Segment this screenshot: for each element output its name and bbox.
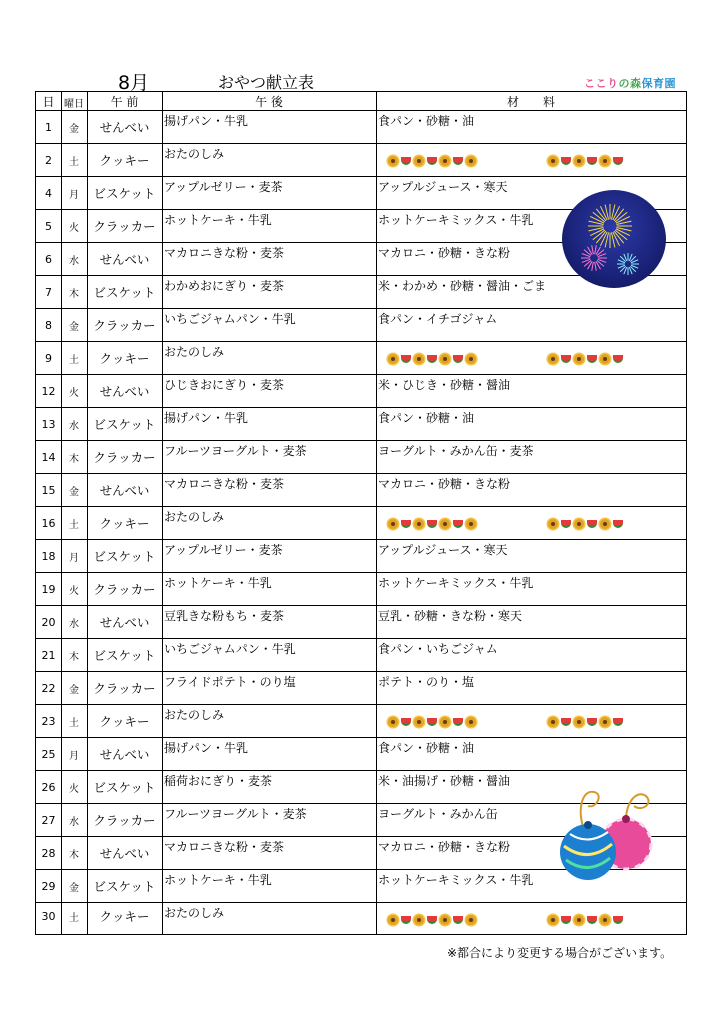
- table-row: [36, 606, 686, 639]
- day-cell: 25: [41, 747, 56, 761]
- watermelon-icon: [453, 355, 463, 363]
- table-row: [36, 474, 686, 507]
- watermelon-icon: [561, 916, 571, 924]
- sunflower-icon: [600, 519, 610, 529]
- pm-snack-cell: マカロニきな粉・麦茶: [164, 246, 285, 260]
- materials-cell: マカロニ・砂糖・きな粉: [378, 840, 511, 854]
- am-snack-cell: クッキー: [99, 516, 150, 531]
- summer-decoration: [548, 353, 623, 365]
- weekday-cell: 水: [69, 618, 79, 630]
- day-cell: 27: [41, 813, 56, 827]
- am-snack-cell: せんべい: [99, 615, 150, 630]
- day-cell: 30: [41, 909, 56, 923]
- weekday-cell: 水: [69, 420, 79, 432]
- col-am: 午 前: [110, 95, 139, 109]
- materials-cell: 食パン・砂糖・油: [378, 114, 475, 128]
- pm-snack-cell: アップルゼリー・麦茶: [164, 180, 283, 194]
- materials-cell: ホットケーキミックス・牛乳: [378, 873, 534, 887]
- weekday-cell: 土: [69, 519, 79, 531]
- sunflower-icon: [388, 354, 398, 364]
- sunflower-icon: [548, 156, 558, 166]
- day-cell: 7: [45, 285, 52, 299]
- materials-cell: 食パン・イチゴジャム: [378, 312, 498, 326]
- watermelon-icon: [587, 520, 597, 528]
- weekday-cell: 土: [69, 912, 79, 924]
- watermelon-icon: [427, 355, 437, 363]
- day-cell: 19: [41, 582, 56, 596]
- summer-decoration: [388, 353, 476, 365]
- materials-cell: 食パン・いちごジャム: [378, 642, 498, 656]
- col-weekday: 曜日: [64, 99, 84, 110]
- weekday-cell: 火: [69, 387, 79, 399]
- sunflower-icon: [388, 519, 398, 529]
- materials-cell: ホットケーキミックス・牛乳: [378, 576, 534, 590]
- pm-snack-cell: 稲荷おにぎり・麦茶: [164, 774, 273, 788]
- sunflower-icon: [466, 717, 476, 727]
- day-cell: 12: [41, 384, 56, 398]
- pm-snack-cell: おたのしみ: [164, 906, 225, 920]
- sunflower-icon: [600, 915, 610, 925]
- summer-decoration: [548, 155, 623, 167]
- sunflower-icon: [440, 915, 450, 925]
- weekday-cell: 月: [69, 750, 79, 762]
- sunflower-icon: [440, 717, 450, 727]
- materials-cell: ホットケーキミックス・牛乳: [378, 213, 534, 227]
- weekday-cell: 金: [69, 486, 79, 498]
- weekday-cell: 火: [69, 783, 79, 795]
- pm-snack-cell: ホットケーキ・牛乳: [164, 873, 272, 887]
- sunflower-icon: [440, 354, 450, 364]
- am-snack-cell: クラッカー: [93, 219, 156, 234]
- materials-cell: マカロニ・砂糖・きな粉: [378, 246, 511, 260]
- pm-snack-cell: フルーツヨーグルト・麦茶: [164, 444, 307, 458]
- am-snack-cell: クッキー: [99, 909, 150, 924]
- watermelon-icon: [427, 157, 437, 165]
- sunflower-icon: [548, 717, 558, 727]
- am-snack-cell: クッキー: [99, 714, 150, 729]
- pm-snack-cell: ホットケーキ・牛乳: [164, 213, 272, 227]
- nursery-logo: ここりの森保育園: [584, 77, 676, 90]
- sunflower-icon: [440, 519, 450, 529]
- table-row: [36, 408, 686, 441]
- weekday-cell: 金: [69, 882, 79, 894]
- day-cell: 22: [41, 681, 56, 695]
- am-snack-cell: せんべい: [99, 747, 150, 762]
- sunflower-icon: [466, 519, 476, 529]
- watermelon-icon: [453, 916, 463, 924]
- weekday-cell: 木: [69, 849, 79, 861]
- weekday-cell: 水: [69, 816, 79, 828]
- table-row: [36, 738, 686, 771]
- watermelon-icon: [453, 157, 463, 165]
- col-pm: 午 後: [255, 95, 283, 109]
- summer-decoration: [548, 914, 623, 926]
- day-cell: 28: [41, 846, 56, 860]
- watermelon-icon: [427, 916, 437, 924]
- pm-snack-cell: おたのしみ: [164, 345, 225, 359]
- sunflower-icon: [414, 717, 424, 727]
- am-snack-cell: ビスケット: [93, 780, 156, 795]
- sunflower-icon: [414, 915, 424, 925]
- am-snack-cell: クラッカー: [93, 450, 156, 465]
- sunflower-icon: [548, 519, 558, 529]
- am-snack-cell: ビスケット: [93, 879, 156, 894]
- watermelon-icon: [453, 718, 463, 726]
- sunflower-icon: [548, 354, 558, 364]
- day-cell: 2: [45, 153, 52, 167]
- month-label: 8月: [118, 72, 150, 94]
- materials-cell: マカロニ・砂糖・きな粉: [378, 477, 511, 491]
- watermelon-icon: [401, 157, 411, 165]
- day-cell: 15: [41, 483, 56, 497]
- weekday-cell: 木: [69, 453, 79, 465]
- summer-decoration: [388, 518, 476, 530]
- day-cell: 18: [41, 549, 56, 563]
- am-snack-cell: せんべい: [99, 846, 150, 861]
- footer-note: ※都合により変更する場合がございます。: [447, 946, 673, 960]
- weekday-cell: 木: [69, 288, 79, 300]
- watermelon-icon: [401, 355, 411, 363]
- materials-cell: 食パン・砂糖・油: [378, 741, 475, 755]
- fireworks-illustration: [562, 190, 666, 288]
- sunflower-icon: [600, 354, 610, 364]
- watermelon-icon: [561, 355, 571, 363]
- pm-snack-cell: ひじきおにぎり・麦茶: [164, 378, 285, 392]
- weekday-cell: 土: [69, 717, 79, 729]
- table-row: [36, 639, 686, 672]
- am-snack-cell: せんべい: [99, 483, 150, 498]
- summer-decoration: [388, 914, 476, 926]
- day-cell: 4: [45, 186, 52, 200]
- day-cell: 21: [41, 648, 56, 662]
- sunflower-icon: [600, 717, 610, 727]
- pm-snack-cell: いちごジャムパン・牛乳: [164, 642, 296, 656]
- am-snack-cell: クラッカー: [93, 813, 156, 828]
- weekday-cell: 月: [69, 189, 79, 201]
- sunflower-icon: [574, 156, 584, 166]
- weekday-cell: 月: [69, 552, 79, 564]
- sunflower-icon: [440, 156, 450, 166]
- sunflower-icon: [574, 915, 584, 925]
- day-cell: 1: [45, 120, 52, 134]
- weekday-cell: 土: [69, 156, 79, 168]
- table-row: [36, 903, 686, 929]
- table-row: [36, 540, 686, 573]
- summer-decoration: [388, 155, 476, 167]
- watermelon-icon: [401, 916, 411, 924]
- am-snack-cell: せんべい: [99, 252, 150, 267]
- watermelon-icon: [613, 520, 623, 528]
- weekday-cell: 木: [69, 651, 79, 663]
- am-snack-cell: ビスケット: [93, 417, 156, 432]
- am-snack-cell: ビスケット: [93, 285, 156, 300]
- watermelon-icon: [613, 916, 623, 924]
- sunflower-icon: [414, 519, 424, 529]
- sunflower-icon: [574, 717, 584, 727]
- day-cell: 20: [41, 615, 56, 629]
- sunflower-icon: [388, 156, 398, 166]
- day-cell: 9: [45, 351, 52, 365]
- table-row: [36, 111, 686, 144]
- watermelon-icon: [561, 520, 571, 528]
- materials-cell: ヨーグルト・みかん缶: [378, 807, 498, 821]
- sunflower-icon: [466, 915, 476, 925]
- materials-cell: 食パン・砂糖・油: [378, 411, 475, 425]
- am-snack-cell: クラッカー: [93, 681, 156, 696]
- am-snack-cell: せんべい: [99, 120, 150, 135]
- weekday-cell: 火: [69, 585, 79, 597]
- watermelon-icon: [427, 520, 437, 528]
- pm-snack-cell: フライドポテト・のり塩: [164, 675, 296, 689]
- weekday-cell: 火: [69, 222, 79, 234]
- sunflower-icon: [414, 354, 424, 364]
- materials-cell: アップルジュース・寒天: [378, 180, 508, 194]
- col-day: 日: [42, 95, 55, 109]
- day-cell: 16: [41, 516, 56, 530]
- weekday-cell: 土: [69, 354, 79, 366]
- am-snack-cell: ビスケット: [93, 186, 156, 201]
- watermelon-icon: [561, 718, 571, 726]
- table-row: [36, 672, 686, 705]
- weekday-cell: 金: [69, 321, 79, 333]
- day-cell: 29: [41, 879, 56, 893]
- am-snack-cell: ビスケット: [93, 648, 156, 663]
- summer-decoration: [548, 518, 623, 530]
- table-row: [36, 144, 686, 177]
- watermelon-icon: [587, 157, 597, 165]
- watermelon-icon: [401, 718, 411, 726]
- watermelon-icon: [587, 718, 597, 726]
- sunflower-icon: [388, 915, 398, 925]
- weekday-cell: 金: [69, 684, 79, 696]
- pm-snack-cell: おたのしみ: [164, 510, 225, 524]
- pm-snack-cell: ホットケーキ・牛乳: [164, 576, 272, 590]
- pm-snack-cell: 揚げパン・牛乳: [164, 411, 249, 425]
- pm-snack-cell: マカロニきな粉・麦茶: [164, 477, 285, 491]
- am-snack-cell: クラッカー: [93, 318, 156, 333]
- pm-snack-cell: 揚げパン・牛乳: [164, 114, 249, 128]
- day-cell: 26: [41, 780, 56, 794]
- watermelon-icon: [561, 157, 571, 165]
- materials-cell: 豆乳・砂糖・きな粉・寒天: [378, 609, 523, 623]
- pm-snack-cell: おたのしみ: [164, 708, 225, 722]
- sunflower-icon: [466, 156, 476, 166]
- page-title: おやつ献立表: [218, 73, 315, 92]
- day-cell: 5: [45, 219, 52, 233]
- day-cell: 23: [41, 714, 56, 728]
- am-snack-cell: ビスケット: [93, 549, 156, 564]
- am-snack-cell: せんべい: [99, 384, 150, 399]
- materials-cell: 米・ひじき・砂糖・醤油: [378, 378, 511, 392]
- watermelon-icon: [613, 718, 623, 726]
- am-snack-cell: クッキー: [99, 351, 150, 366]
- sunflower-icon: [574, 354, 584, 364]
- sunflower-icon: [388, 717, 398, 727]
- watermelon-icon: [453, 520, 463, 528]
- weekday-cell: 金: [69, 123, 79, 135]
- materials-cell: 米・油揚げ・砂糖・醤油: [378, 774, 511, 788]
- day-cell: 8: [45, 318, 52, 332]
- sunflower-icon: [574, 519, 584, 529]
- summer-decoration: [548, 716, 623, 728]
- table-row: [36, 507, 686, 540]
- pm-snack-cell: いちごジャムパン・牛乳: [164, 312, 296, 326]
- table-header: [36, 92, 686, 111]
- sunflower-icon: [600, 156, 610, 166]
- watermelon-icon: [613, 157, 623, 165]
- col-materials: 材 料: [506, 95, 555, 109]
- watermelon-icon: [587, 916, 597, 924]
- day-cell: 13: [41, 417, 56, 431]
- pm-snack-cell: マカロニきな粉・麦茶: [164, 840, 285, 854]
- pm-snack-cell: フルーツヨーグルト・麦茶: [164, 807, 307, 821]
- day-cell: 14: [41, 450, 56, 464]
- watermelon-icon: [587, 355, 597, 363]
- pm-snack-cell: アップルゼリー・麦茶: [164, 543, 283, 557]
- watermelon-icon: [427, 718, 437, 726]
- water-balloon-illustration: [556, 784, 660, 884]
- materials-cell: ポテト・のり・塩: [378, 675, 475, 689]
- table-row: [36, 342, 686, 375]
- table-row: [36, 705, 686, 738]
- sunflower-icon: [548, 915, 558, 925]
- summer-decoration: [388, 716, 476, 728]
- sunflower-icon: [414, 156, 424, 166]
- sunflower-icon: [466, 354, 476, 364]
- watermelon-icon: [613, 355, 623, 363]
- pm-snack-cell: 豆乳きな粉もち・麦茶: [164, 609, 285, 623]
- table-row: [36, 573, 686, 606]
- day-cell: 6: [45, 252, 52, 266]
- am-snack-cell: クッキー: [99, 153, 150, 168]
- table-row: [36, 309, 686, 342]
- table-row: [36, 441, 686, 474]
- am-snack-cell: クラッカー: [93, 582, 156, 597]
- watermelon-icon: [401, 520, 411, 528]
- weekday-cell: 水: [69, 255, 79, 267]
- materials-cell: アップルジュース・寒天: [378, 543, 508, 557]
- table-row: [36, 375, 686, 408]
- pm-snack-cell: わかめおにぎり・麦茶: [164, 279, 285, 293]
- materials-cell: ヨーグルト・みかん缶・麦茶: [378, 444, 534, 458]
- pm-snack-cell: おたのしみ: [164, 147, 225, 161]
- pm-snack-cell: 揚げパン・牛乳: [164, 741, 249, 755]
- materials-cell: 米・わかめ・砂糖・醤油・ごま: [378, 279, 547, 293]
